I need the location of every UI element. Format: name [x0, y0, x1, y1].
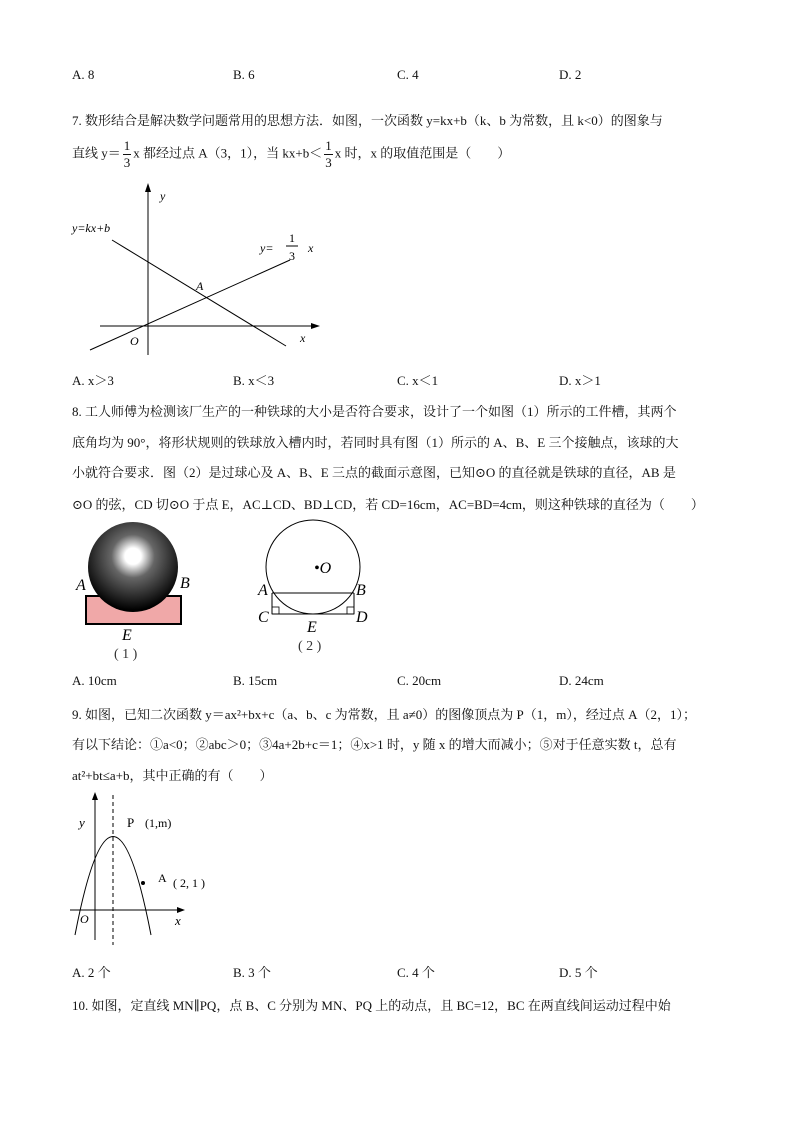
q9-text-line1: 9. 如图，已知二次函数 y＝ax²+bx+c（a、b、c 为常数，且 a≠0）的图像顶点为 P（1，m），经过点 A（2，1）；	[72, 707, 697, 722]
q9-option-d: D. 5 个	[559, 965, 598, 980]
q7-text-part: 直线 y＝	[72, 145, 121, 161]
q7-text-line1: 7. 数形结合是解决数学问题常用的思想方法．如图，一次函数 y=kx+b（k、b 为常数，且 k<0）的图象与	[72, 113, 663, 128]
label-b: B	[180, 575, 190, 592]
line-kx-b-label: y=kx+b	[72, 221, 111, 235]
label-b: B	[356, 582, 366, 599]
caption-1: ( 1 )	[114, 647, 138, 662]
q9-option-c: C. 4 个	[397, 965, 435, 980]
q7-option-d: D. x＞1	[559, 373, 601, 388]
line-kx-b	[112, 240, 286, 346]
q7-option-a: A. x＞3	[72, 373, 114, 388]
fraction	[324, 138, 333, 171]
point-a	[141, 881, 145, 885]
q9-option-b: B. 3 个	[233, 965, 271, 980]
label-a: A	[258, 582, 268, 599]
label-e: E	[307, 619, 317, 636]
point-a-coord: ( 2, 1 )	[173, 876, 205, 890]
q7-text-line2	[72, 138, 510, 171]
q8-text-line4: ⊙O 的弦，CD 切⊙O 于点 E，AC⊥CD、BD⊥CD，若 CD=16cm，AC=BD=4cm，则这种铁球的直径为（ ）	[72, 497, 704, 512]
denominator: 3	[123, 155, 131, 170]
q6-option-c: C. 4	[397, 67, 419, 82]
label-e: E	[122, 627, 132, 644]
q9-text-line2: 有以下结论：①a<0；②abc＞0；③4a+2b+c＝1；④x>1 时，y 随 x 的增大而减小；⑤对于任意实数 t，总有	[72, 737, 677, 752]
q8-option-a: A. 10cm	[72, 673, 117, 688]
origin-label: O	[130, 334, 139, 348]
q6-option-d: D. 2	[559, 67, 582, 82]
circle-o	[266, 520, 360, 614]
y-label: y	[160, 189, 166, 203]
q8-text-line2: 底角均为 90°，将形状规则的铁球放入槽内时，若同时具有图（1）所示的 A、B、E 三个接触点，该球的大	[72, 435, 679, 450]
point-a-label: A	[158, 871, 167, 885]
label-c: C	[258, 609, 269, 626]
label-a: A	[76, 577, 86, 594]
q8-option-c: C. 20cm	[397, 673, 442, 688]
q10-text-line1: 10. 如图，定直线 MN∥PQ，点 B、C 分别为 MN、PQ 上的动点，且 BC=12，BC 在两直线间运动过程中始	[72, 998, 671, 1013]
y-arrow-icon	[145, 183, 151, 192]
q8-option-b: B. 15cm	[233, 673, 278, 688]
point-a-label: A	[196, 279, 204, 293]
q6-option-a: A. 8	[72, 67, 95, 82]
frac-n: 1	[289, 231, 295, 245]
fraction	[123, 138, 132, 171]
origin-label: O	[80, 912, 89, 926]
q7-text-part: x 时，x 的取值范围是（ ）	[334, 145, 511, 161]
caption-2: ( 2 )	[298, 639, 322, 654]
frac-d: 3	[289, 249, 295, 263]
q7-text-part: x 都经过点 A（3，1），当 kx+b＜	[133, 145, 323, 161]
q6-option-b: B. 6	[233, 67, 255, 82]
point-p-label: P	[127, 815, 135, 830]
q8-text-line1: 8. 工人师傅为检测该厂生产的一种铁球的大小是否符合要求，设计了一个如图（1）所示的工件槽，其两个	[72, 404, 677, 419]
q8-option-d: D. 24cm	[559, 673, 604, 688]
label-d: D	[356, 609, 368, 626]
q9-text-line3: at²+bt≤a+b，其中正确的有（ ）	[72, 768, 273, 783]
label-o: •O	[314, 560, 332, 577]
q7-option-c: C. x＜1	[397, 373, 439, 388]
right-angle-mark	[347, 607, 354, 614]
right-angle-mark	[272, 607, 279, 614]
line-third-x	[90, 260, 290, 350]
q9-option-a: A. 2 个	[72, 965, 111, 980]
denominator: 3	[325, 155, 332, 170]
line-third-label: y=	[260, 241, 274, 255]
point-p-coord: (1,m)	[145, 816, 172, 830]
q8-figure-1	[70, 520, 200, 665]
q7-figure	[60, 180, 340, 360]
x-arrow-icon	[311, 323, 320, 329]
x-label: x	[300, 331, 306, 345]
numerator: 1	[325, 138, 332, 153]
q8-figure-2	[250, 515, 390, 665]
numerator: 1	[123, 138, 131, 153]
q9-figure	[65, 790, 235, 950]
x-label: x	[175, 913, 181, 928]
q8-text-line3: 小就符合要求．图（2）是过球心及 A、B、E 三点的截面示意图，已知⊙O 的直径就是铁球的直径，AB 是	[72, 465, 676, 480]
iron-ball	[88, 522, 178, 612]
y-label: y	[79, 815, 85, 830]
q7-option-b: B. x＜3	[233, 373, 275, 388]
line-third-x-label: x	[308, 241, 314, 255]
y-arrow-icon	[92, 792, 98, 800]
